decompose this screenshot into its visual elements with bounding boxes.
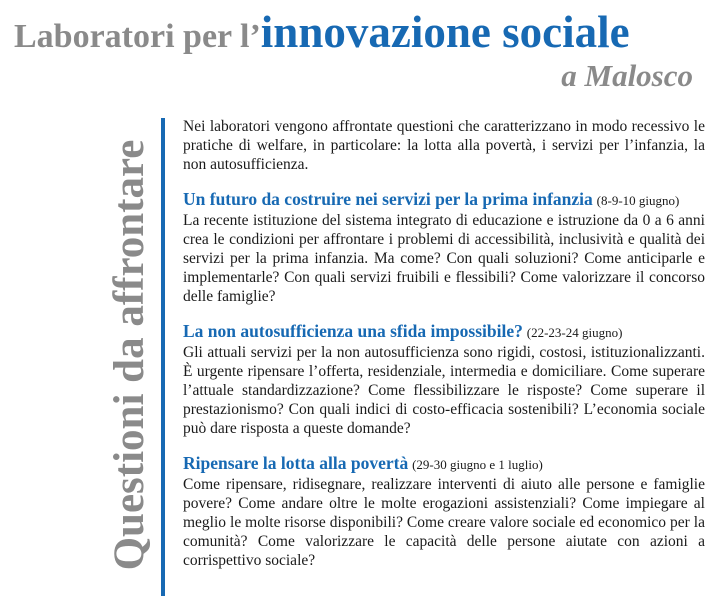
section-title: La non autosufficienza una sfida impossibile? <box>183 320 523 341</box>
title-prefix: Laboratori per l’ <box>14 18 261 55</box>
title-highlight: innovazione sociale <box>260 7 630 57</box>
section-body: Come ripensare, ridisegnare, realizzare interventi di aiuto alle persone e famiglie povere? Come andare oltre le molte erogazioni assistenziali? Come impiegare al meglio le molte risorse disponibili? Come creare valore sociale ed economico per la comunità? Come valorizzare le capacità delle persone aiutate con azioni a corrispettivo sociale? <box>183 475 705 570</box>
page-subtitle: a Malosco <box>561 58 693 93</box>
section-title: Ripensare la lotta alla povertà <box>183 452 409 473</box>
section-heading <box>183 189 705 211</box>
section-non-autosufficienza <box>183 321 705 439</box>
main-content <box>183 117 705 571</box>
section-body: La recente istituzione del sistema integrato di educazione e istruzione da 0 a 6 anni crea le condizioni per affrontare i problemi di accessibilità, inclusività e qualità dei servizi per la prima infanzia. Ma come? Con quali soluzioni? Come anticiparle e implementarle? Con quali servizi fruibili e flessibili? Come valorizzare il concorso delle famiglie? <box>183 211 705 306</box>
page-title <box>14 0 630 75</box>
section-heading <box>183 321 705 343</box>
section-date: (29-30 giugno e 1 luglio) <box>412 456 543 472</box>
intro-paragraph: Nei laboratori vengono affrontate questioni che caratterizzano in modo recessivo le pratiche di welfare, in particolare: la lotta alla povertà, i servizi per l’infanzia, la non autosufficienza. <box>183 118 705 174</box>
section-body: Gli attuali servizi per la non autosufficienza sono rigidi, costosi, istituzionalizzanti. È urgente ripensare l’offerta, residenziale, intermedia e domiciliare. Come superare l’attuale standardizzazione? Come flessibilizzare le risposte? Come superare il prestazionismo? Con quali indici di costo-efficacia sostenibili? L’economia sociale può dare risposta a queste domande? <box>183 343 705 438</box>
vertical-section-title: Questioni da affrontare <box>106 139 153 571</box>
section-infanzia <box>183 189 705 307</box>
section-date: (22-23-24 giugno) <box>526 324 623 340</box>
sidebar <box>104 120 156 590</box>
section-title: Un futuro da costruire nei servizi per la prima infanzia <box>183 188 593 209</box>
section-poverta <box>183 453 705 571</box>
section-date: (8-9-10 giugno) <box>596 192 680 208</box>
vertical-divider <box>161 118 165 596</box>
section-heading <box>183 453 705 475</box>
